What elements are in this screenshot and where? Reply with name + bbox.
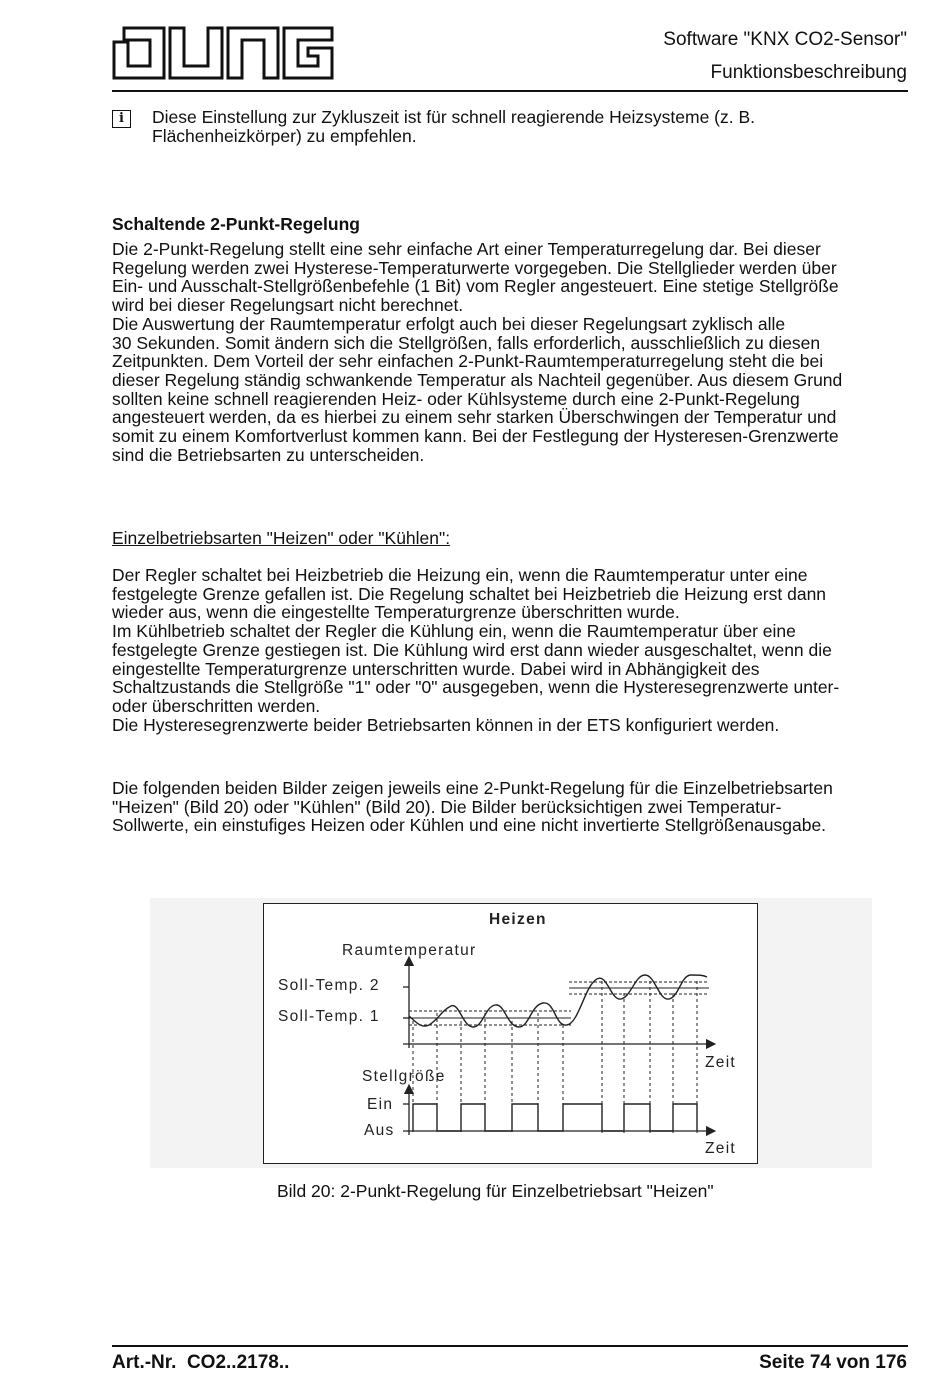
paragraph-1 (112, 240, 908, 464)
label-soll-temp-2: Soll-Temp. 2 (278, 977, 380, 994)
page-number: Seite 74 von 176 (759, 1352, 907, 1373)
paragraph-line: festgelegte Grenze gefallen ist. Die Regelung schaltet bei Heizbetrieb die Heizung erst dann (112, 583, 827, 604)
label-ein: Ein (367, 1096, 394, 1113)
paragraph-2 (112, 566, 908, 734)
label-zeit-bottom: Zeit (705, 1140, 737, 1157)
paragraph-line: festgelegte Grenze gestiegen ist. Die Kühlung wird erst dann wieder ausgeschaltet, wenn die (112, 639, 832, 660)
figure-title: Heizen (489, 911, 547, 928)
paragraph-line: Die 2-Punkt-Regelung stellt eine sehr einfache Art einer Temperaturregelung dar. Bei dieser (112, 239, 821, 259)
paragraph-line: 30 Sekunden. Somit ändern sich die Stellgrößen, falls erforderlich, ausschließlich zu diesen (112, 332, 821, 353)
paragraph-line: "Heizen" (Bild 20) oder "Kühlen" (Bild 20). Die Bilder berücksichtigen zwei Temperatur- (112, 796, 782, 817)
paragraph-line: Zeitpunkten. Dem Vorteil der sehr einfachen 2-Punkt-Raumtemperaturregelung steht die bei (112, 351, 824, 372)
section-heading: Schaltende 2-Punkt-Regelung (112, 214, 360, 234)
paragraph-line: Die folgenden beiden Bilder zeigen jeweils eine 2-Punkt-Regelung für die Einzelbetriebsarten (112, 778, 833, 798)
paragraph-line: eingestellte Temperaturgrenze unterschritten wurde. Dabei wird in Abhängigkeit des (112, 658, 760, 679)
paragraph-line: Schaltzustands die Stellgröße "1" oder "0" ausgegeben, wenn die Hysteresegrenzwerte unter- (112, 677, 840, 698)
paragraph-line: Regelung werden zwei Hysterese-Temperaturwerte vorgegeben. Die Stellglieder werden über (112, 257, 837, 278)
paragraph-3 (112, 779, 908, 835)
footer-divider (112, 1345, 908, 1347)
article-number: Art.-Nr. CO2..2178.. (112, 1352, 290, 1373)
paragraph-line: oder überschritten werden. (112, 695, 321, 716)
paragraph-line: Im Kühlbetrieb schaltet der Regler die Kühlung ein, wenn die Raumtemperatur über eine (112, 621, 796, 642)
info-note (112, 108, 902, 146)
info-note-text: Diese Einstellung zur Zykluszeit ist für schnell reagierende Heizsysteme (z. B. Flächenheizkörper) zu empfehlen. (152, 107, 756, 146)
document-title: Software "KNX CO2-Sensor" (663, 29, 907, 50)
figure-caption: Bild 20: 2-Punkt-Regelung für Einzelbetriebsart "Heizen" (277, 1181, 714, 1201)
paragraph-line: angesteuert werden, da es hierbei zu einem sehr starken Überschwingen der Temperatur und (112, 407, 837, 428)
switch-guides (413, 981, 697, 1133)
paragraph-line: sollten keine schnell reagierenden Heiz- oder Kühlsysteme durch eine 2-Punkt-Regelung (112, 388, 800, 409)
paragraph-line: Die Hysteresegrenzwerte beider Betriebsarten können in der ETS konfiguriert werden. (112, 714, 780, 735)
paragraph-line: Sollwerte, ein einstufiges Heizen oder Kühlen und eine nicht invertierte Stellgrößenausgabe. (112, 815, 827, 836)
info-icon: i (112, 110, 131, 128)
label-aus: Aus (364, 1122, 395, 1139)
actuator-signal (413, 1104, 697, 1131)
heizen-diagram (263, 903, 758, 1164)
paragraph-line: wird bei dieser Regelungsart nicht berechnet. (112, 295, 464, 316)
header-divider (112, 90, 908, 92)
label-soll-temp-1: Soll-Temp. 1 (278, 1008, 380, 1025)
paragraph-line: Ein- und Ausschalt-Stellgrößenbefehle (1 Bit) vom Regler angesteuert. Eine stetige Stellgröße (112, 276, 839, 297)
paragraph-line: somit zu einem Komfortverlust kommen kann. Bei der Festlegung der Hysteresen-Grenzwerte (112, 426, 839, 447)
document-subtitle: Funktionsbeschreibung (710, 62, 907, 83)
paragraph-line: Die Auswertung der Raumtemperatur erfolgt auch bei dieser Regelungsart zyklisch alle (112, 313, 786, 334)
label-raumtemperatur: Raumtemperatur (342, 942, 477, 959)
paragraph-line: dieser Regelung ständig schwankende Temperatur als Nachteil gegenüber. Aus diesem Grund (112, 369, 843, 390)
label-zeit-top: Zeit (705, 1054, 737, 1071)
paragraph-line: sind die Betriebsarten zu unterscheiden. (112, 444, 425, 465)
jung-logo (112, 24, 334, 82)
subheading: Einzelbetriebsarten "Heizen" oder "Kühlen": (112, 528, 451, 548)
paragraph-line: wieder aus, wenn die eingestellte Temperaturgrenze überschritten wurde. (112, 602, 680, 623)
label-stellgroesse: Stellgröße (362, 1068, 446, 1085)
paragraph-line: Der Regler schaltet bei Heizbetrieb die Heizung ein, wenn die Raumtemperatur unter eine (112, 565, 808, 585)
temperature-curve (409, 975, 707, 1027)
